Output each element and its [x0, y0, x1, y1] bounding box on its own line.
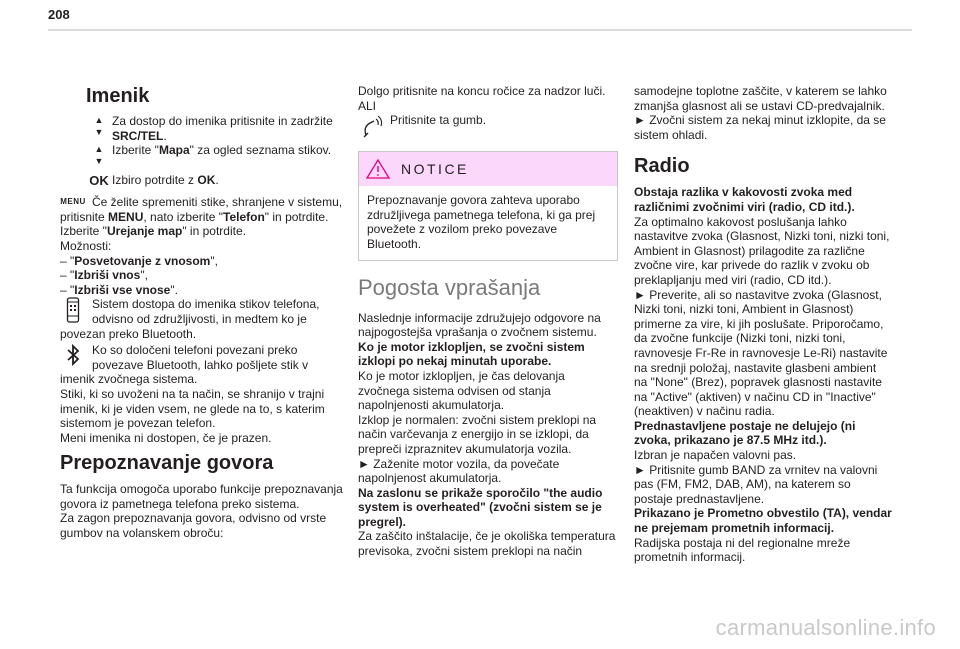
- question: Prednastavljene postaje ne delujejo (ni zvoka, prikazano je 87.5 MHz itd.).: [634, 418, 856, 448]
- question: Ko je motor izklopljen, se zvočni sistem izklopi po nekaj minutah uporabe.: [358, 339, 585, 369]
- menu-button-icon: MENU: [60, 197, 86, 207]
- up-down-arrows-icon: ▲ ▼: [94, 115, 104, 137]
- notice-title: NOTICE: [401, 160, 469, 177]
- bluetooth-paragraph: Ko so določeni telefoni povezani preko povezave Bluetooth, lahko pošljete stik v imenik zvočnega sistema.: [60, 343, 309, 387]
- question: Prikazano je Prometno obvestilo (TA), vendar ne prejemam prometnih informacij.: [634, 506, 892, 536]
- notice-box: [358, 151, 618, 260]
- paragraph: Ta funkcija omogoča uporabo funkcije prepoznavanja govora iz pametnega telefona preko sistema.: [60, 482, 343, 511]
- izberite-line: Izberite "Urejanje map" in potrdite.: [60, 224, 246, 239]
- answer: Izklop je normalen: zvočni sistem preklopi na način varčevanja z energijo in se izklopi, da prepreči izpraznitev akumulatorja vozila.: [358, 412, 597, 456]
- header-rule: [48, 29, 912, 31]
- answer-step: ► Zvočni sistem za nekaj minut izklopite, da se sistem ohladi.: [634, 113, 886, 142]
- or-label: ALI: [358, 98, 377, 113]
- paragraph: Naslednje informacije združujejo odgovore na najpogostejša vprašanja o zvočnem sistemu.: [358, 310, 601, 340]
- section-title-faq: Pogosta vprašanja: [358, 274, 541, 300]
- section-title-imenik: Imenik: [86, 85, 150, 107]
- step-src-tel: ▲ ▼ Za dostop do imenika pritisnite in zadržite SRC/TEL.: [86, 114, 344, 143]
- phone-icon: [60, 297, 86, 323]
- menu-paragraph: MENU Če želite spremeniti stike, shranjene v sistemu, pritisnite MENU, nato izberite "Telefon" in potrdite.: [60, 195, 343, 224]
- answer: Radijska postaja ni del regionalne mreže prometnih informacij.: [634, 535, 851, 565]
- option-item: – "Izbriši vse vnose".: [60, 282, 178, 297]
- option-item: – "Posvetovanje z vnosom",: [60, 253, 218, 268]
- answer-step: ► Pritisnite gumb BAND za vrnitev na valovni pas (FM, FM2, DAB, AM), na katerem so postaje prednastavljene.: [634, 462, 878, 506]
- ok-button-icon: OK: [89, 173, 109, 189]
- paragraph: Za zagon prepoznavanja govora, odvisno od vrste gumbov na volanskem obroču:: [60, 511, 327, 541]
- answer: Izbran je napačen valovni pas.: [634, 448, 797, 463]
- options-label: Možnosti:: [60, 238, 112, 253]
- paragraph: Meni imenika ni dostopen, če je prazen.: [60, 430, 272, 445]
- step-ok: OK Izbiro potrdite z OK.: [89, 173, 219, 189]
- voice-button-line: Pritisnite ta gumb.: [358, 113, 616, 141]
- voice-command-icon: [358, 113, 384, 141]
- paragraph: Stiki, ki so uvoženi na ta način, se shranijo v trajni imenik, ki je viden vsem, ne glede na to, s katerim sistemom je povezan telefon.: [60, 386, 325, 431]
- phone-paragraph: Sistem dostopa do imenika stikov telefona, odvisno od združljivosti, in medtem ko je povezan preko Bluetooth.: [60, 297, 320, 341]
- warning-icon: [365, 158, 391, 180]
- question: Na zaslonu se prikaže sporočilo "the audio system is overheated" (zvočni sistem se je pregrel).: [358, 485, 603, 529]
- answer: samodejne toplotne zaščite, v katerem se lahko zmanjša glasnost ali se ustavi CD-predvajalnik.: [634, 84, 887, 113]
- option-item: – "Izbriši vnos",: [60, 268, 148, 283]
- column-1: [60, 84, 344, 541]
- section-title-radio: Radio: [634, 155, 690, 178]
- answer-step: ► Zaženite motor vozila, da povečate napolnjenost akumulatorja.: [358, 456, 560, 486]
- notice-header: [359, 152, 617, 186]
- paragraph: Dolgo pritisnite na koncu ročice za nadzor luči.: [358, 84, 606, 98]
- answer: Za optimalno kakovost poslušanja lahko nastavitve zvoka (Glasnost, Nizki toni, nizki toni, Ambient in Glasnost) prilagodite za različne zvočne vire, kar privede do razlik v zvoku ob preklapljanju med viri (radio, CD itd.).: [634, 214, 890, 287]
- page-number: 208: [48, 7, 70, 22]
- question: Obstaja razlika v kakovosti zvoka med različnimi zvočnimi viri (radio, CD itd.).: [634, 185, 855, 214]
- watermark: carmanualsonline.info: [715, 615, 936, 640]
- section-title-voice: Prepoznavanje govora: [60, 452, 274, 475]
- up-down-arrows-icon: ▲ ▼: [94, 144, 104, 167]
- column-2: [358, 84, 616, 559]
- bluetooth-icon: [60, 343, 86, 367]
- answer-step: ► Preverite, ali so nastavitve zvoka (Glasnost, Nizki toni, nizki toni, Ambient in Glasnost) primerne za vire, ki jih poslušate. Priporočamo, da zvočne funkcije (Nizki toni, nizki toni, ravnovesje Fr-Re in ravnovesje Le-Ri) nastavite na srednji položaj, nastavite glasbeni ambient na "None" (Brez), popravek glasnosti nastavite na "Active" (aktiven) v načinu CD in "Inactive" (neaktiven) v načinu radia.: [634, 287, 888, 419]
- answer: Za zaščito inštalacije, če je okoliška temperatura previsoka, zvočni sistem preklopi na način: [358, 529, 616, 559]
- step-mapa: ▲ ▼ Izberite "Mapa" za ogled seznama stikov.: [86, 143, 344, 167]
- notice-body: Prepoznavanje govora zahteva uporabo združljivega pametnega telefona, ki ga prej povežete z vozilom preko povezave Bluetooth.: [367, 193, 596, 251]
- column-3: [634, 84, 892, 565]
- answer: Ko je motor izklopljen, je čas delovanja zvočnega sistema odvisen od stanja napolnjenosti akumulatorja.: [358, 368, 565, 413]
